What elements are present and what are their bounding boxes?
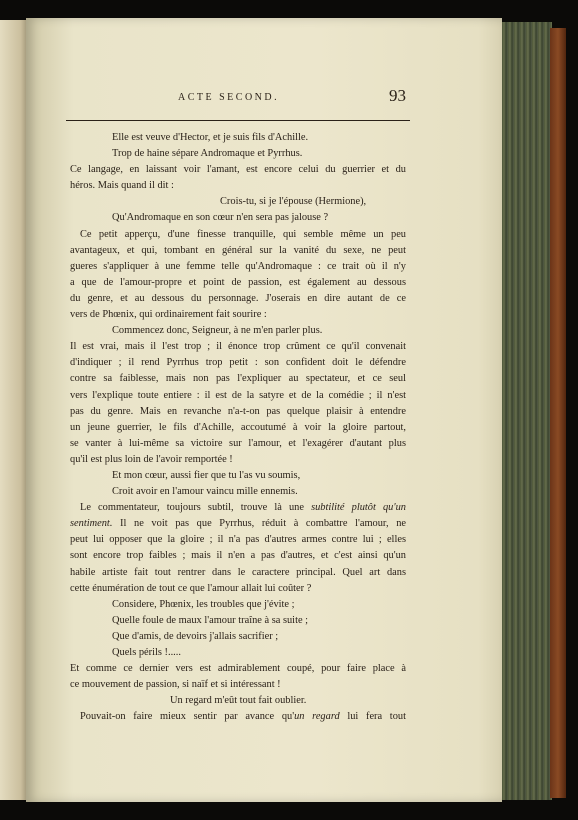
text-line: Il est vrai, mais il l'est trop ; il énonce trop crûment ce qu'il convenait bbox=[70, 341, 406, 353]
text-line: Commencez donc, Seigneur, à ne m'en parler plus. bbox=[112, 325, 323, 337]
page-number: 93 bbox=[389, 86, 406, 105]
left-page-edge bbox=[0, 20, 26, 800]
text-line: Un regard m'eût tout fait oublier. bbox=[170, 695, 307, 707]
text-line: sont encore trop faibles ; mais il n'en a pas d'autres, et c'est ainsi qu'un bbox=[70, 550, 406, 562]
page-edges bbox=[502, 22, 552, 800]
text-line: Le commentateur, toujours subtil, trouve là une subtilité plutôt qu'un bbox=[80, 502, 406, 514]
text-line: Ce petit apperçu, d'une finesse tranquille, qui semble même un peu bbox=[80, 228, 406, 240]
text-line: Considere, Phœnix, les troubles que j'évite ; bbox=[112, 598, 295, 610]
text-line: Ce langage, en laissant voir l'amant, est encore celui du guerrier et du bbox=[70, 164, 406, 176]
text-line: qu'il est plus loin de l'avoir remportée ! bbox=[70, 453, 233, 465]
header-rule bbox=[66, 120, 410, 121]
text-line: Pouvait-on faire mieux sentir par avance qu'un regard lui fera tout bbox=[80, 711, 406, 723]
text-line: Trop de haine sépare Andromaque et Pyrrhus. bbox=[112, 148, 303, 160]
body-text bbox=[70, 130, 406, 725]
text-line: vers de Phœnix, qui ordinairement fait sourire : bbox=[70, 309, 267, 321]
text-line: Et comme ce dernier vers est admirablement coupé, pour faire place à bbox=[70, 663, 406, 675]
page-header bbox=[70, 88, 410, 108]
book-cover-edge bbox=[550, 28, 566, 798]
text-line: Que d'amis, de devoirs j'allais sacrifier ; bbox=[112, 630, 279, 642]
text-line: du genre, et au dessous du personnage. J'oserais en dire autant de ce bbox=[70, 292, 406, 304]
text-line: gueres s'appliquer à une femme telle qu'Andromaque : ce trait où il n'y bbox=[70, 260, 406, 272]
text-line: Quels périls !..... bbox=[112, 647, 181, 658]
text-line: se vanter à lui-même sa victoire sur l'amour, et l'exagérer d'autant plus bbox=[70, 437, 406, 449]
text-line: ce mouvement de passion, si naïf et si intéressant ! bbox=[70, 679, 281, 691]
text-line: sentiment. Il ne voit pas que Pyrrhus, réduit à combattre l'amour, ne bbox=[70, 518, 406, 530]
text-line: peut lui opposer que la gloire ; il n'a pas d'autres armes contre lui ; elles bbox=[70, 534, 406, 546]
text-line: cette énumération de tout ce que l'amour allait lui coûter ? bbox=[70, 582, 312, 594]
text-line: avantageux, et qui, tombant en général sur la vanité du sexe, ne peut bbox=[70, 244, 406, 256]
text-line: Crois-tu, si je l'épouse (Hermione), bbox=[220, 196, 367, 208]
text-line: héros. Mais quand il dit : bbox=[70, 180, 174, 192]
text-line: Qu'Andromaque en son cœur n'en sera pas jalouse ? bbox=[112, 212, 329, 224]
text-line: a que de l'amour-propre et point de passion, est également au dessous bbox=[70, 276, 406, 288]
text-line: un jeune guerrier, le fils d'Achille, accoutumé à voir la gloire partout, bbox=[70, 421, 406, 433]
text-line: d'indiquer ; il rend Pyrrhus trop petit : son confident doit le défendre bbox=[70, 357, 406, 369]
running-title: ACTE SECOND. bbox=[178, 92, 280, 103]
text-line: vers l'explique toute entiere : il est de la satyre et de la comédie ; il n'est bbox=[70, 389, 406, 401]
text-line: Elle est veuve d'Hector, et je suis fils d'Achille. bbox=[112, 132, 309, 143]
text-line: Et mon cœur, aussi fier que tu l'as vu soumis, bbox=[112, 469, 301, 481]
text-line: Croit avoir en l'amour vaincu mille ennemis. bbox=[112, 486, 298, 498]
text-line: pas du genre. Mais en revanche n'a-t-on pas quelque plaisir à entendre bbox=[70, 405, 406, 417]
text-line: habile artiste fait tout rentrer dans le caractere principal. Quel art dans bbox=[70, 566, 406, 578]
text-line: contre sa faiblesse, mais non pas l'expliquer au spectateur, et ce seul bbox=[70, 373, 406, 385]
text-line: Quelle foule de maux l'amour traîne à sa suite ; bbox=[112, 614, 309, 626]
